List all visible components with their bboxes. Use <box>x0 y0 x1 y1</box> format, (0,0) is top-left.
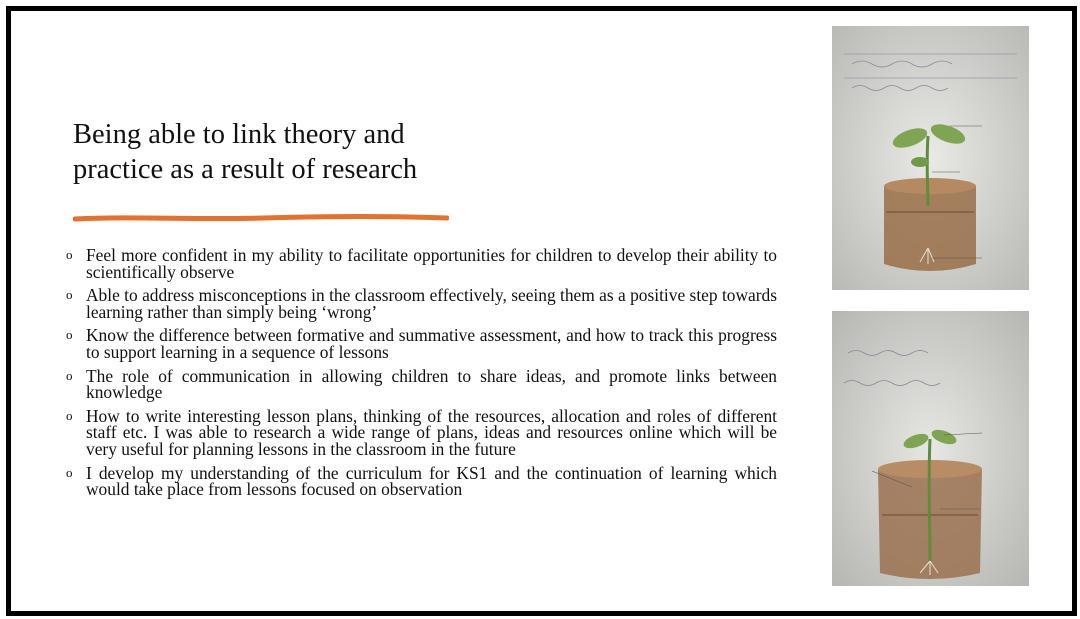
bullet-item <box>66 327 777 360</box>
bullet-text: I develop my understanding of the curriculum for KS1 and the continuation of learning which would take place from lessons focused on observation <box>86 462 777 500</box>
plant-drawing-photo-2 <box>832 311 1029 586</box>
bullet-item <box>66 287 777 320</box>
bullet-marker: o <box>66 247 73 262</box>
bullet-item <box>66 462 777 500</box>
bullet-item <box>66 365 777 403</box>
plant-drawing-image <box>832 26 1029 290</box>
bullet-marker: o <box>66 464 73 480</box>
slide-title <box>73 117 513 187</box>
bullet-text: Feel more confident in my ability to facilitate opportunities for children to develop their ability to scientifically observe <box>86 245 777 282</box>
bullet-marker: o <box>66 287 73 303</box>
bullet-text: Know the difference between formative and summative assessment, and how to track this progress to support learning in a sequence of lessons <box>86 325 777 362</box>
bullet-list <box>66 247 777 505</box>
plant-drawing-image <box>832 311 1029 586</box>
bullet-item <box>66 405 777 459</box>
slide-title-line-2: practice as a result of research <box>73 154 418 185</box>
bullet-marker: o <box>66 327 73 343</box>
title-underline <box>73 212 449 224</box>
bullet-text: The role of communication in allowing children to share ideas, and promote links between knowledge <box>86 365 777 403</box>
bullet-marker: o <box>66 407 73 423</box>
bullet-text: How to write interesting lesson plans, thinking of the resources, allocation and roles of different staff etc. I was able to research a wide range of plans, ideas and resources online which will be very useful for planning lessons in the classroom in the future <box>86 405 777 459</box>
slide-title-line-1: Being able to link theory and <box>73 119 405 150</box>
bullet-text: Able to address misconceptions in the classroom effectively, seeing them as a positive step towards learning rather than simply being ‘wrong’ <box>86 285 777 322</box>
bullet-item <box>66 247 777 280</box>
bullet-marker: o <box>66 367 73 383</box>
plant-drawing-photo-1 <box>832 26 1029 290</box>
